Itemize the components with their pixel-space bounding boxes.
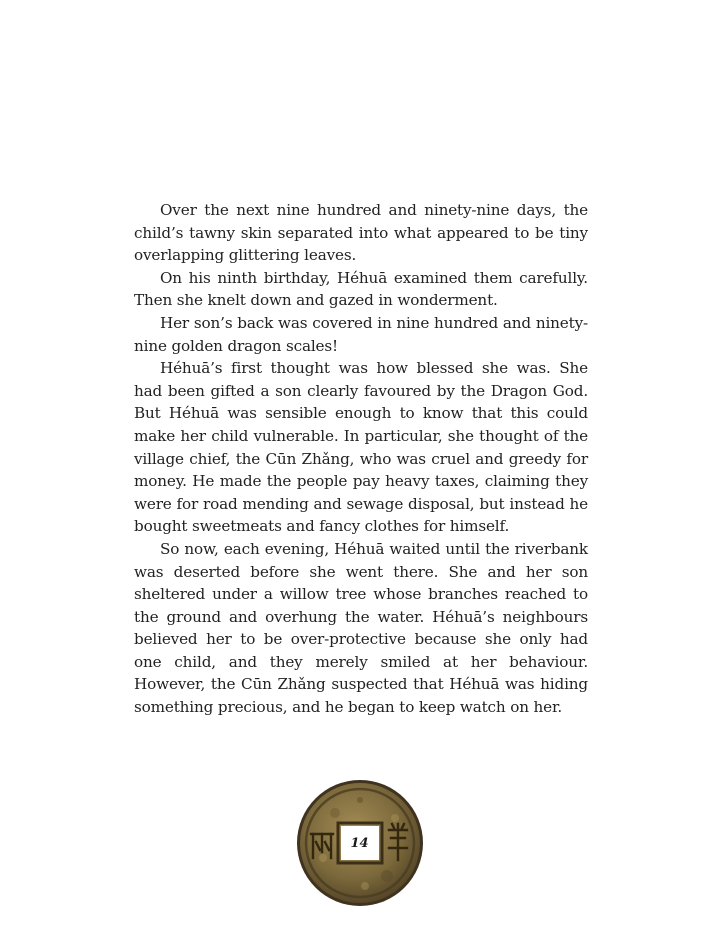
paragraph: Héhuā’s first thought was how blessed she was. She had been gifted a son clearly favoured by the Dragon God. But Héhuā was sensible enough to know that this could make her child vulnerable. In particular, she thought of the village chief, the Cūn Zhǎng, who was cruel and greedy for money. He made the people pay heavy taxes, claiming they were for road mending and sewage disposal, but instead he bought sweetmeats and fancy clothes for himself. xyxy=(134,359,588,536)
paragraph: On his ninth birthday, Héhuā examined them carefully. Then she knelt down and gazed in wonderment. xyxy=(134,268,588,310)
paragraph: So now, each evening, Héhuā waited until the riverbank was deserted before she went there. She and her son sheltered under a willow tree whose branches reached to the ground and overhung the water. Héhuā’s neighbours believed her to be over-protective because she only had one child, and they merely smiled at her behaviour. However, the Cūn Zhǎng suspected that Héhuā was hiding something precious, and he began to keep watch on her. xyxy=(134,539,588,717)
page-number: 14 xyxy=(350,835,369,851)
story-text xyxy=(134,199,588,719)
paragraph: Over the next nine hundred and ninety-nine days, the child’s tawny skin separated into what appeared to be tiny overlapping glittering leaves. xyxy=(134,201,588,265)
paragraph: Her son’s back was covered in nine hundred and ninety-nine golden dragon scales! xyxy=(134,313,588,355)
